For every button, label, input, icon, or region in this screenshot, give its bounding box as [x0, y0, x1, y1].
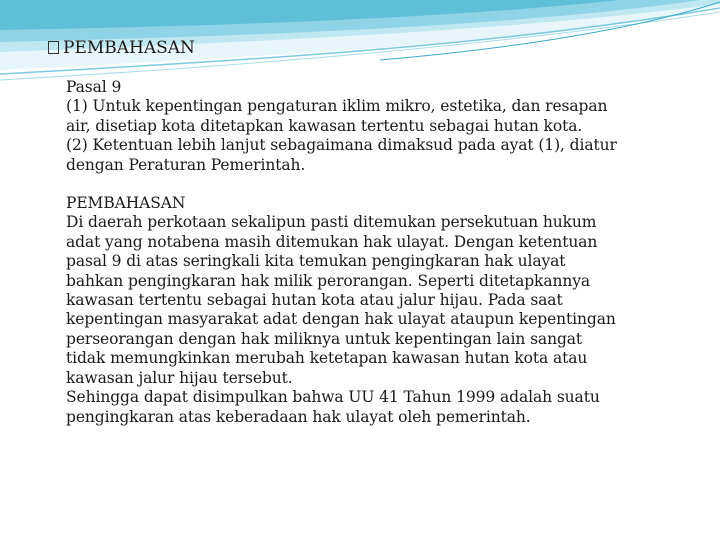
paragraph-gap	[66, 175, 696, 194]
body-line: kawasan jalur hijau tersebut.	[66, 368, 293, 387]
body-line: (2) Ketentuan lebih lanjut sebagaimana dimaksud pada ayat (1), diatur	[66, 136, 617, 155]
body-line: pengingkaran atas keberadaan hak ulayat oleh pemerintah.	[66, 407, 531, 426]
body-line: perseorangan dengan hak miliknya untuk kepentingan lain sangat	[66, 329, 583, 348]
body-line: adat yang notabena masih ditemukan hak ulayat. Dengan ketentuan	[66, 232, 598, 251]
slide-body	[66, 78, 696, 427]
body-line: dengan Peraturan Pemerintah.	[66, 155, 306, 174]
body-line: bahkan pengingkaran hak milik perorangan. Seperti ditetapkannya	[66, 271, 591, 290]
body-line: tidak memungkinkan merubah ketetapan kawasan hutan kota atau	[66, 349, 588, 368]
body-line: Pasal 9	[66, 78, 122, 96]
body-line: pasal 9 di atas seringkali kita temukan pengingkaran hak ulayat	[66, 252, 566, 271]
slide-title-text: PEMBAHASAN	[63, 38, 195, 58]
body-line: kawasan tertentu sebagai hutan kota atau jalur hijau. Pada saat	[66, 291, 563, 310]
slide-title	[48, 38, 195, 58]
body-line: Di daerah perkotaan sekalipun pasti ditemukan persekutuan hukum	[66, 213, 597, 232]
body-line: kepentingan masyarakat adat dengan hak ulayat ataupun kepentingan	[66, 310, 616, 329]
body-line: Sehingga dapat disimpulkan bahwa UU 41 Tahun 1999 adalah suatu	[66, 388, 600, 407]
section-heading: PEMBAHASAN	[66, 194, 186, 213]
body-line: air, disetiap kota ditetapkan kawasan tertentu sebagai hutan kota.	[66, 116, 583, 135]
body-line: (1) Untuk kepentingan pengaturan iklim mikro, estetika, dan resapan	[66, 97, 608, 116]
empty-box-icon	[48, 41, 59, 54]
